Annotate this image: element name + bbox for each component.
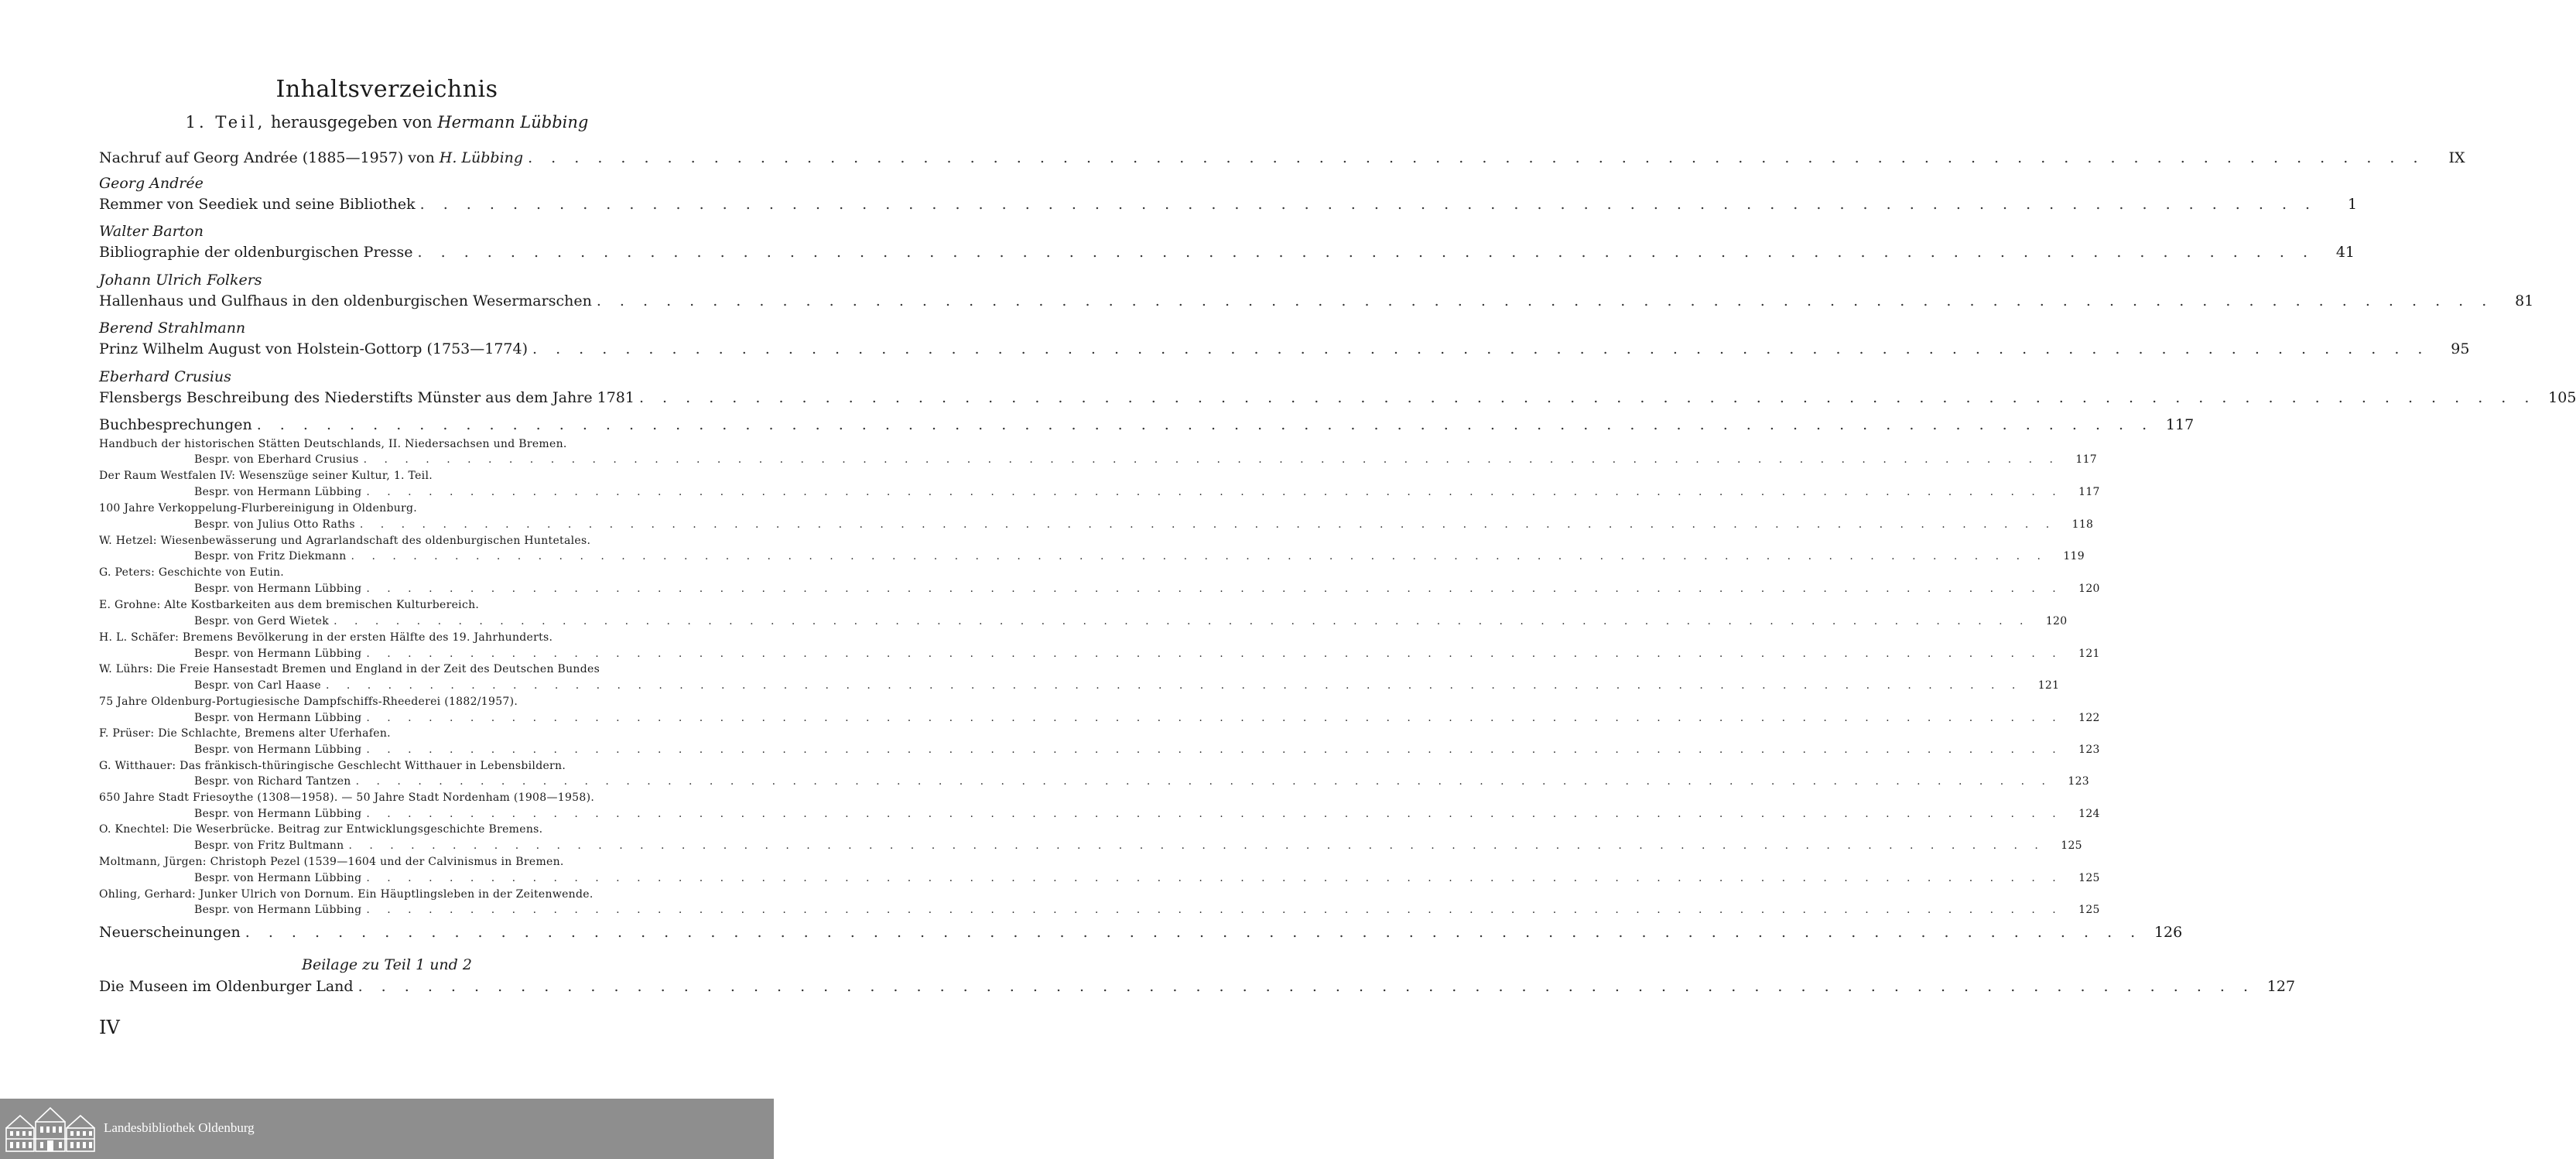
subtitle-text: herausgegeben von [270,113,433,132]
dot-leader [635,389,2536,406]
review-entry[interactable] [194,648,2100,660]
review-reviewer: Bespr. von Hermann Lübbing [194,872,362,884]
dot-leader [252,416,2154,433]
page-ref: 117 [2165,416,2195,433]
dot-leader [347,550,2047,562]
dot-leader [329,615,2030,627]
review-entry[interactable] [194,550,2085,562]
page-ref: 124 [2078,808,2100,820]
page-ref: 118 [2071,518,2094,531]
toc-entry[interactable] [99,244,2355,261]
page-ref: 81 [2515,292,2534,309]
review-reviewer: Bespr. von Hermann Lübbing [194,904,362,916]
review-book: Handbuch der historischen Stätten Deutschlands, II. Niedersachsen und Bremen. [99,438,567,450]
review-reviewer: Bespr. von Fritz Bultmann [194,839,344,852]
dot-leader [523,149,2424,166]
dot-leader [361,904,2062,916]
review-book: Moltmann, Jürgen: Christoph Pezel (1539—1604 und der Calvinismus in Bremen. [99,856,564,868]
review-reviewer: Bespr. von Carl Haase [194,679,321,692]
dot-leader [361,808,2062,820]
review-reviewer: Bespr. von Fritz Diekmann [194,550,347,562]
review-entry[interactable] [194,775,2090,788]
page-ref: 122 [2078,712,2100,724]
toc-entry[interactable] [99,292,2534,309]
page-ref: 117 [2078,486,2100,498]
review-book: G. Witthauer: Das fränkisch-thüringische Geschlecht Witthauer in Lebensbildern. [99,760,566,772]
dot-leader [528,340,2429,357]
dot-leader [241,924,2142,941]
page-ref: 125 [2078,872,2100,884]
review-reviewer: Bespr. von Hermann Lübbing [194,648,362,660]
review-book: W. Lührs: Die Freie Hansestadt Bremen und England in der Zeit des Deutschen Bundes [99,663,600,675]
review-reviewer: Bespr. von Gerd Wietek [194,615,330,627]
review-reviewer: Bespr. von Hermann Lübbing [194,744,362,756]
review-book: E. Grohne: Alte Kostbarkeiten aus dem bremischen Kulturbereich. [99,599,480,611]
toc-entry[interactable] [99,389,2576,406]
review-book: 75 Jahre Oldenburg-Portugiesische Dampfschiffs-Rheederei (1882/1957). [99,696,518,708]
review-book: O. Knechtel: Die Weserbrücke. Beitrag zur Entwicklungsgeschichte Bremens. [99,823,543,836]
page-ref: 95 [2451,340,2470,357]
library-footer [0,1099,774,1159]
review-entry[interactable] [194,486,2100,498]
article-author: Walter Barton [99,223,204,240]
review-entry[interactable] [194,583,2100,595]
article-author: Georg Andrée [99,175,204,192]
dot-leader [321,679,2022,692]
page-ref: 121 [2037,679,2060,692]
review-book: Ohling, Gerhard: Junker Ulrich von Dornum. Ein Häuptlingsleben in der Zeitenwende. [99,888,594,901]
review-entry[interactable] [194,839,2082,852]
review-book: 650 Jahre Stadt Friesoythe (1308—1958). — 50 Jahre Stadt Nordenham (1908—1958). [99,791,595,804]
page-number: IV [99,1017,120,1038]
review-reviewer: Bespr. von Julius Otto Raths [194,518,355,531]
page-ref: 125 [2061,839,2082,852]
page-ref: 120 [2078,583,2100,595]
review-entry[interactable] [194,615,2068,627]
dot-leader [354,978,2255,995]
entry-title: Remmer von Seediek und seine Bibliothek [99,196,416,213]
dot-leader [416,196,2317,213]
article-author: Berend Strahlmann [99,320,246,337]
entry-title: Buchbesprechungen [99,416,252,433]
toc-entry[interactable] [99,340,2470,357]
dot-leader [359,453,2060,466]
entry-title: Flensbergs Beschreibung des Niederstifts Münster aus dem Jahre 1781 [99,389,635,406]
library-name: Landesbibliothek Oldenburg [104,1120,255,1135]
review-entry[interactable] [194,712,2100,724]
dot-leader [344,839,2044,852]
dot-leader [361,583,2062,595]
review-book: W. Hetzel: Wiesenbewässerung und Agrarlandschaft des oldenburgischen Huntetales. [99,535,591,547]
library-building-icon [5,1105,96,1153]
dot-leader [361,744,2062,756]
supplement-heading: Beilage zu Teil 1 und 2 [302,956,472,973]
entry-title: Prinz Wilhelm August von Holstein-Gottorp (1753—1774) [99,340,529,357]
dot-leader [361,486,2062,498]
dot-leader [361,872,2062,884]
toc-entry-reviews[interactable] [99,416,2195,433]
entry-title: Die Museen im Oldenburger Land [99,978,354,995]
review-reviewer: Bespr. von Hermann Lübbing [194,583,362,595]
dot-leader [361,648,2062,660]
review-entry[interactable] [194,904,2100,916]
page-ref: 123 [2068,775,2090,788]
review-book: Der Raum Westfalen IV: Wesenszüge seiner Kultur, 1. Teil. [99,470,433,482]
page-ref: 126 [2154,924,2183,941]
article-author: Eberhard Crusius [99,368,231,385]
toc-entry[interactable] [99,196,2358,213]
review-entry[interactable] [194,453,2097,466]
page-ref: 120 [2045,615,2068,627]
review-entry[interactable] [194,679,2060,692]
article-author: Johann Ulrich Folkers [99,272,262,289]
toc-entry-new-publications[interactable] [99,924,2183,941]
review-reviewer: Bespr. von Eberhard Crusius [194,453,359,466]
review-reviewer: Bespr. von Hermann Lübbing [194,808,362,820]
page-ref: 119 [2063,550,2085,562]
dot-leader [592,292,2493,309]
page-title: Inhaltsverzeichnis [275,76,498,103]
page-ref: 123 [2078,744,2100,756]
part-label: 1. Teil, [185,113,266,132]
page-ref: 41 [2335,244,2355,261]
page-ref: 127 [2266,978,2296,995]
page-subtitle [0,113,774,132]
page-ref: 105 [2548,389,2576,406]
dot-leader [361,712,2062,724]
review-reviewer: Bespr. von Richard Tantzen [194,775,351,788]
review-entry[interactable] [194,808,2100,820]
page-ref: 125 [2078,904,2100,916]
review-entry[interactable] [194,872,2100,884]
dot-leader [413,244,2314,261]
review-book: G. Peters: Geschichte von Eutin. [99,566,285,579]
dot-leader [355,518,2056,531]
page-ref: IX [2448,149,2465,166]
page-ref: 121 [2078,648,2100,660]
toc-entry-obituary[interactable] [99,149,2465,166]
review-book: F. Prüser: Die Schlachte, Bremens alter Uferhafen. [99,727,391,740]
review-reviewer: Bespr. von Hermann Lübbing [194,486,362,498]
review-entry[interactable] [194,518,2094,531]
entry-title: Bibliographie der oldenburgischen Presse [99,244,413,261]
review-entry[interactable] [194,744,2100,756]
entry-title: Neuerscheinungen [99,924,241,941]
entry-title: Nachruf auf Georg Andrée (1885—1957) von H. Lübbing [99,149,524,166]
review-reviewer: Bespr. von Hermann Lübbing [194,712,362,724]
review-book: H. L. Schäfer: Bremens Bevölkerung in der ersten Hälfte des 19. Jahrhunderts. [99,631,553,644]
page-ref: 117 [2075,453,2097,466]
dot-leader [351,775,2052,788]
entry-title: Hallenhaus und Gulfhaus in den oldenburgischen Wesermarschen [99,292,592,309]
editor-name: Hermann Lübbing [437,113,589,132]
page-ref: 1 [2348,196,2358,213]
review-book: 100 Jahre Verkoppelung-Flurbereinigung in Oldenburg. [99,502,418,515]
toc-entry-supplement[interactable] [99,978,2296,995]
